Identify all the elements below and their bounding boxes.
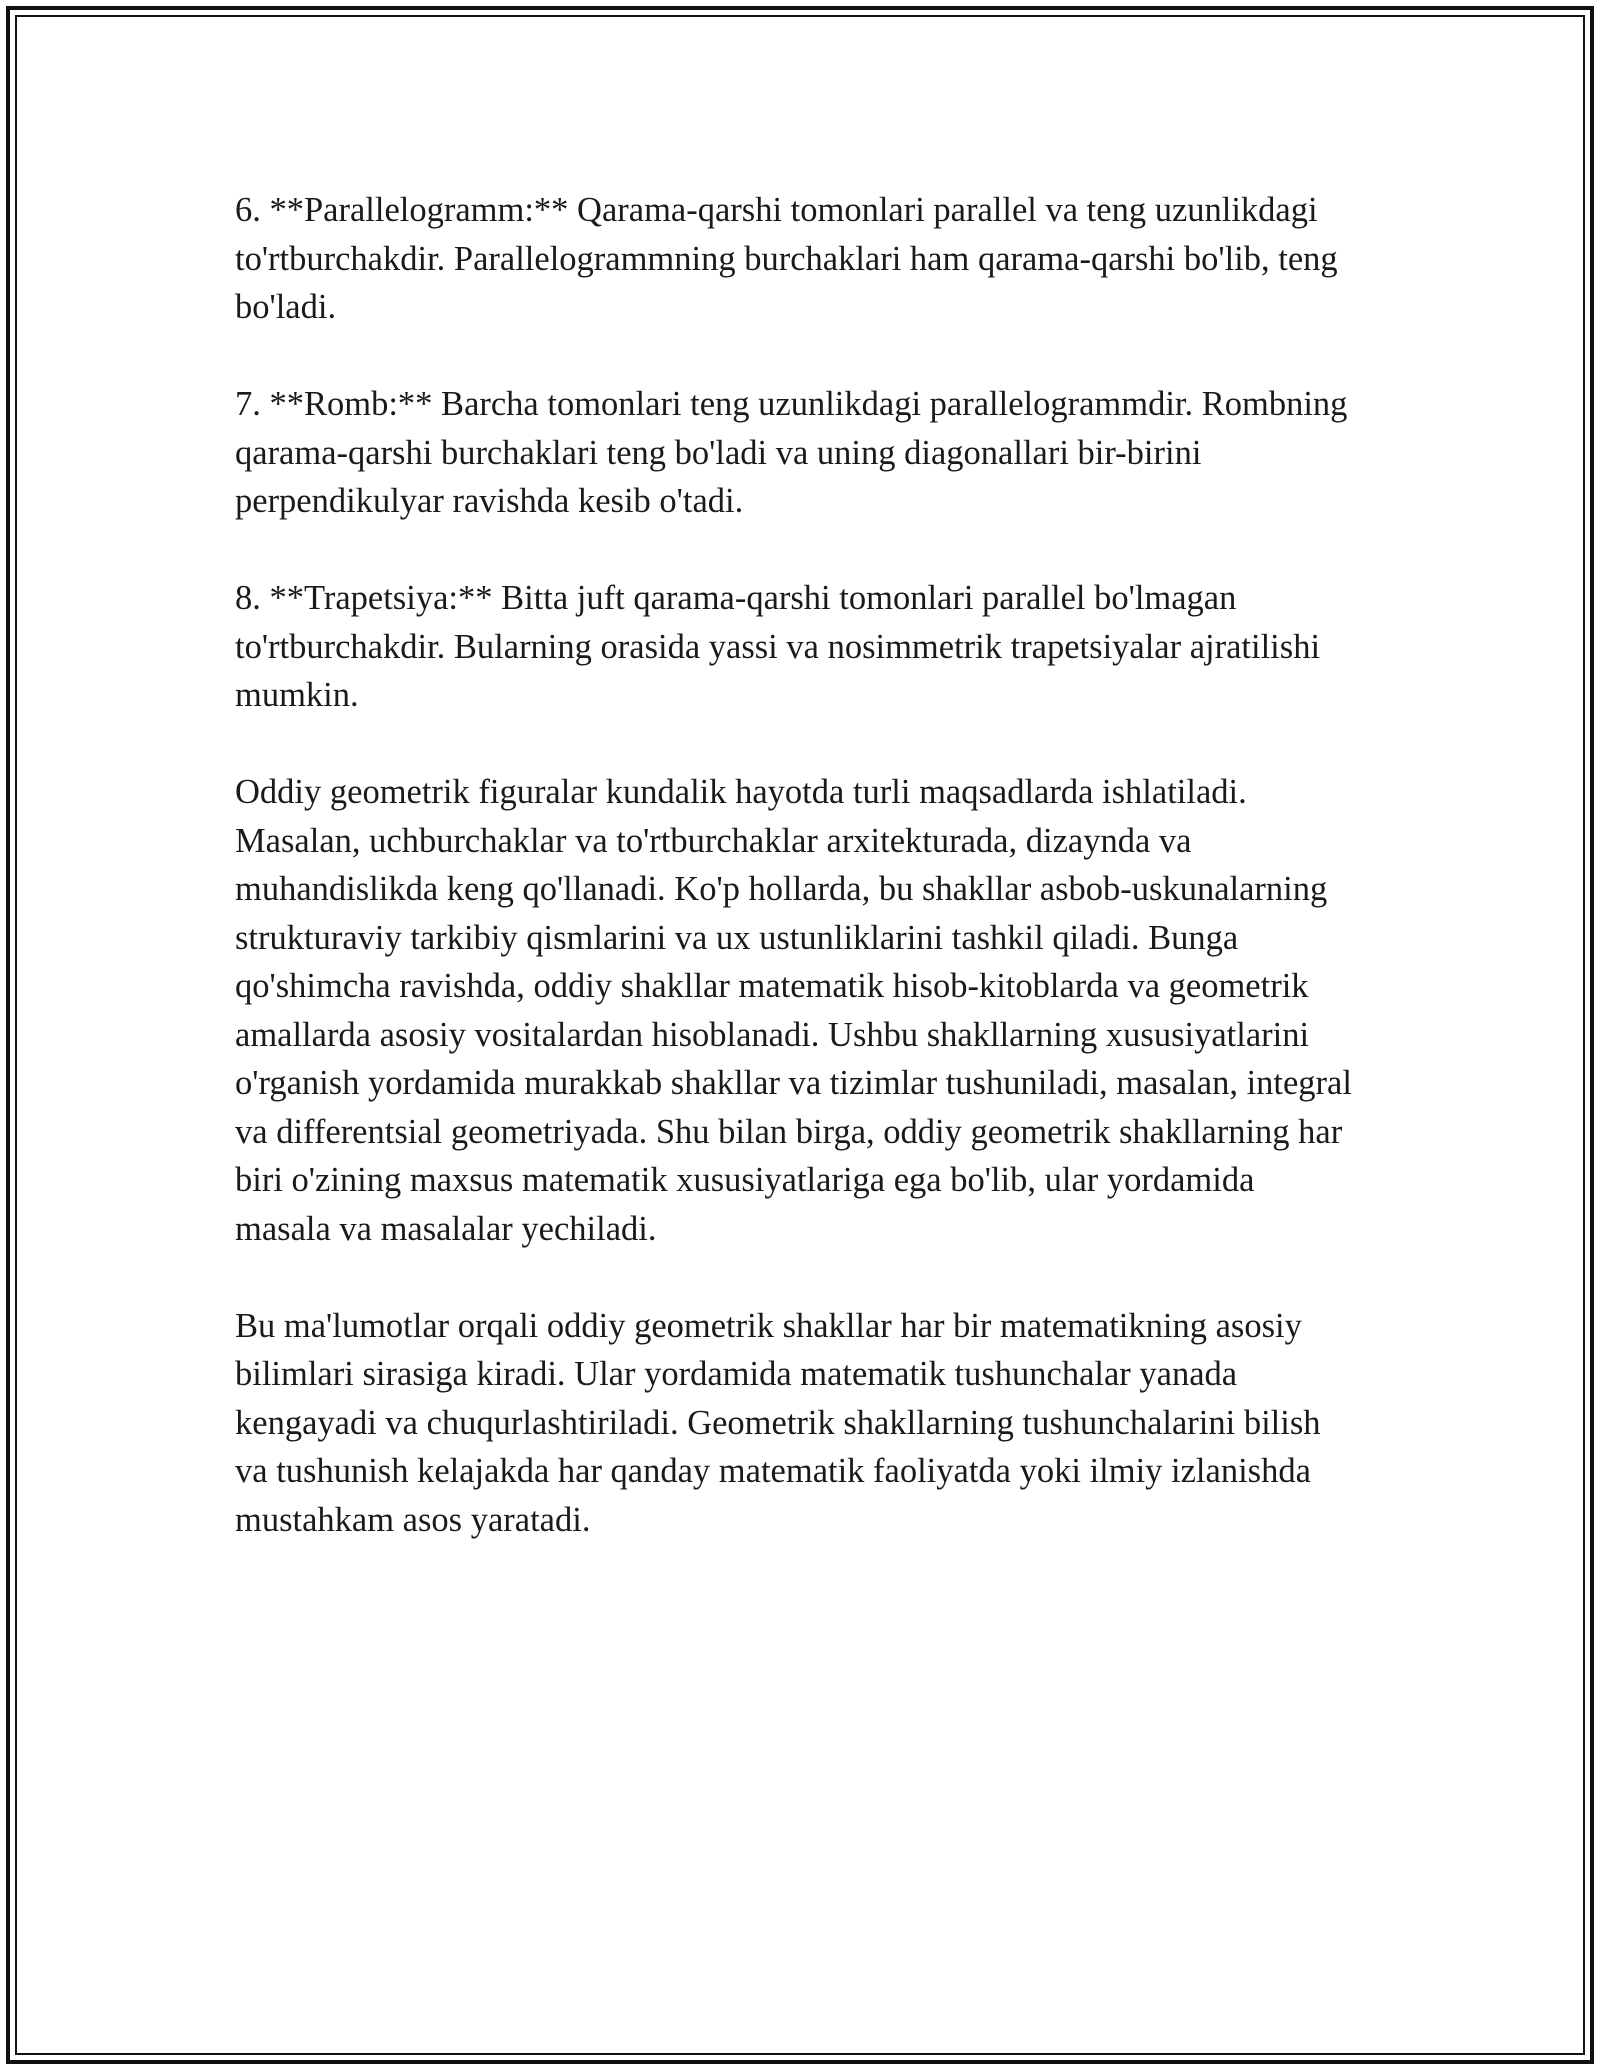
body-paragraph-applications: Oddiy geometrik figuralar kundalik hayotda turli maqsadlarda ishlatiladi. Masalan, uchburchaklar va to'rtburchaklar arxitekturada, dizaynda va muhandislikda keng qo'llanadi. Ko'p hollarda, bu shakllar asbob-uskunalarning strukturaviy tarkibiy qismlarini va ux ustunliklarini tashkil qiladi. Bunga qo'shimcha ravishda, oddiy shakllar matematik hisob-kitoblarda va geometrik amallarda asosiy vositalardan hisoblanadi. Ushbu shakllarning xususiyatlarini o'rganish yordamida murakkab shakllar va tizimlar tushuniladi, masalan, integral va differentsial geometriyada. Shu bilan birga, oddiy geometrik shakllarning har biri o'zining maxsus matematik xususiyatlariga ega bo'lib, ular yordamida masala va masalalar yechiladi. (235, 773, 1352, 1248)
document-body (235, 186, 1355, 1544)
body-paragraph-conclusion: Bu ma'lumotlar orqali oddiy geometrik shakllar har bir matematikning asosiy bilimlari sirasiga kiradi. Ular yordamida matematik tushunchalar yanada kengayadi va chuqurlashtiriladi. Geometrik shakllarning tushunchalarini bilish va tushunish kelajakda har qanday matematik faoliyatda yoki ilmiy izlanishda mustahkam asos yaratadi. (235, 1306, 1321, 1539)
list-item-trapezoid: 8. **Trapetsiya:** Bitta juft qarama-qarshi tomonlari parallel bo'lmagan to'rtburchakdir. Bularning orasida yassi va nosimmetrik trapetsiyalar ajratilishi mumkin. (235, 579, 1321, 714)
list-item-parallelogram: 6. **Parallelogramm:** Qarama-qarshi tomonlari parallel va teng uzunlikdagi to'rtburchakdir. Parallelogrammning burchaklari ham qarama-qarshi bo'lib, teng bo'ladi. (235, 191, 1338, 326)
list-item-rhombus: 7. **Romb:** Barcha tomonlari teng uzunlikdagi parallelogrammdir. Rombning qarama-qarshi burchaklari teng bo'ladi va uning diagonallari bir-birini perpendikulyar ravishda kesib o'tadi. (235, 385, 1348, 520)
